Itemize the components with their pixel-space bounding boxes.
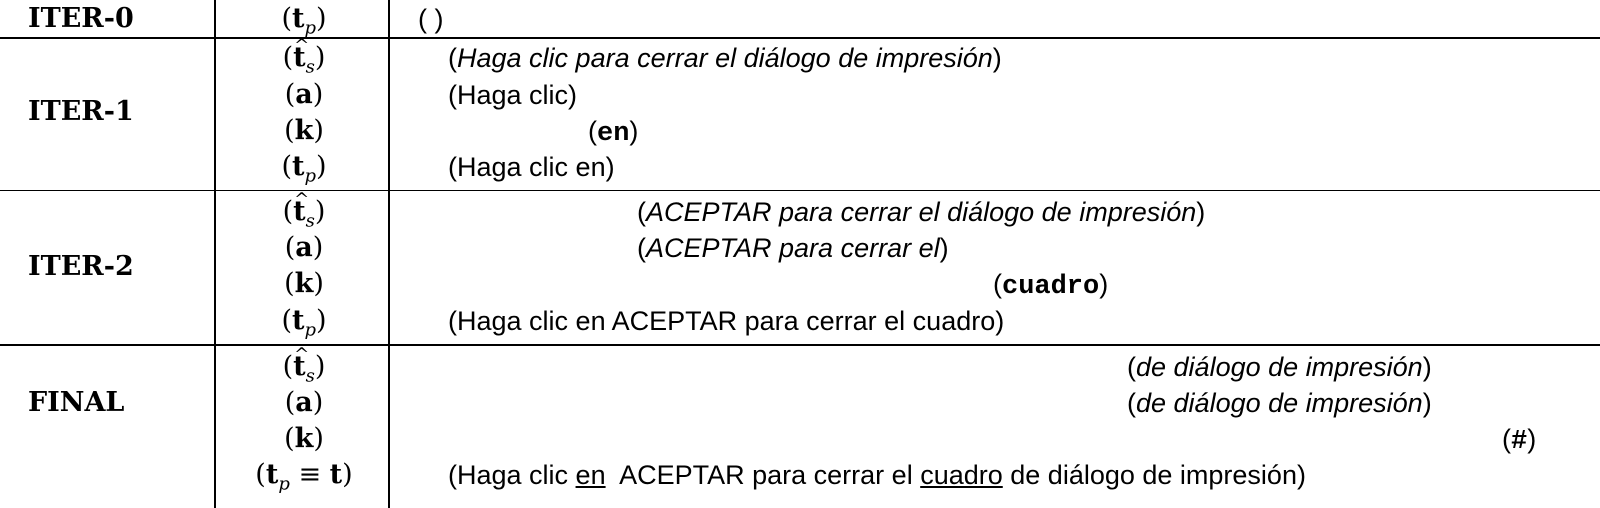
iter0-label: ITER-0 — [28, 3, 134, 34]
iter1-sym-k: (k) — [284, 115, 324, 146]
iter2-label: ITER-2 — [28, 251, 134, 282]
final-sym-a: (a) — [284, 387, 324, 418]
iter2-tp-text: (Haga clic en ACEPTAR para cerrar el cuadro) — [448, 306, 1005, 336]
final-sym-ts: (^ $t_s$) — [216, 352, 392, 391]
iter0-sym-tp: $(t_p)$ — [281, 3, 327, 39]
iter2-sym-tp: $(t_p)$ — [281, 305, 327, 341]
iter1-sym-tp: $(t_p)$ — [281, 151, 327, 187]
iter2-sym-ts: (^ $t_s$) — [216, 197, 392, 236]
iter1-label: ITER-1 — [28, 96, 134, 127]
iter2-sym-k: (k) — [284, 268, 324, 299]
iter0-empty: ( ) — [418, 4, 444, 34]
iter2-sym-a: (a) — [284, 232, 324, 263]
iter1-sym-a: (a) — [284, 79, 324, 110]
final-underline-en: en — [575, 460, 606, 490]
iter1-ts-text: (Haga clic para cerrar el diálogo de impresión) — [448, 43, 1002, 73]
final-label: FINAL — [28, 387, 125, 418]
iter1-tp-text: (Haga clic en) — [448, 152, 615, 182]
iter1-k-text: (en) — [588, 116, 639, 149]
iter2-ts-text: (ACEPTAR para cerrar el diálogo de impresión) — [637, 197, 1206, 227]
final-underline-cuadro: cuadro — [920, 460, 1003, 490]
iter1-sym-ts: (^ $t_s$) — [216, 43, 392, 82]
final-tp-text: (Haga clic en ACEPTAR para cerrar el cuadro de diálogo de impresión) — [448, 460, 1306, 490]
iter1-a-text: (Haga clic) — [448, 80, 578, 110]
final-a-text: (de diálogo de impresión) — [1127, 388, 1432, 418]
final-sym-tp-equiv-t: $(t_p \equiv t)$ — [255, 459, 353, 495]
final-sym-k: (k) — [284, 423, 324, 454]
final-k-text: (#) — [1502, 424, 1537, 457]
iter2-a-text: (ACEPTAR para cerrar el) — [637, 233, 949, 263]
iter2-k-text: (cuadro) — [993, 269, 1109, 302]
final-ts-text: (de diálogo de impresión) — [1127, 352, 1432, 382]
